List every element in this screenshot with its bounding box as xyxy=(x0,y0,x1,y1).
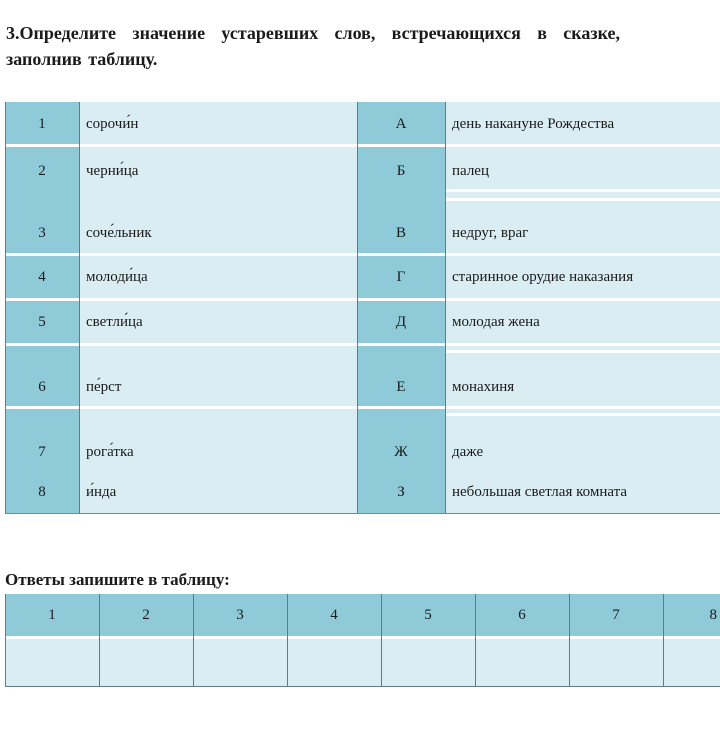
answers-label: Ответы запишите в таблицу: xyxy=(5,570,230,589)
table-row xyxy=(5,255,720,300)
answer-column-header: 4 xyxy=(330,606,338,623)
archaic-word: молоди́ца xyxy=(79,255,357,300)
row-number: 7 xyxy=(5,408,79,472)
answer-column-header: 1 xyxy=(48,606,56,623)
column-divider xyxy=(475,594,476,686)
answer-table xyxy=(5,594,720,687)
table-row xyxy=(5,472,720,513)
definition-text: монахиня xyxy=(445,345,720,408)
definition-text: день накануне Рождества xyxy=(445,102,720,146)
table-row xyxy=(5,345,720,408)
row-divider xyxy=(5,343,720,346)
row-divider xyxy=(445,189,720,192)
answer-cell[interactable] xyxy=(287,639,381,686)
definition-letter: А xyxy=(357,102,445,146)
archaic-word: черни́ца xyxy=(79,146,357,197)
definition-text: даже xyxy=(445,408,720,472)
answer-column-header: 3 xyxy=(236,606,244,623)
row-number: 5 xyxy=(5,300,79,345)
column-divider xyxy=(79,102,80,513)
answer-cell[interactable] xyxy=(99,639,193,686)
column-divider xyxy=(5,594,6,686)
answer-cell[interactable] xyxy=(193,639,287,686)
definition-text: небольшая светлая комната xyxy=(445,472,720,513)
answer-column-header: 7 xyxy=(612,606,620,623)
definition-text: старинное орудие наказания xyxy=(445,255,720,300)
answer-cell[interactable] xyxy=(381,639,475,686)
column-divider xyxy=(663,594,664,686)
column-divider xyxy=(99,594,100,686)
row-number: 1 xyxy=(5,102,79,146)
row-divider xyxy=(445,350,720,353)
answer-column-header: 2 xyxy=(142,606,150,623)
row-divider xyxy=(5,406,720,409)
row-number: 3 xyxy=(5,197,79,255)
archaic-word: соче́льник xyxy=(79,197,357,255)
answer-column-header: 8 xyxy=(709,606,717,623)
row-number: 8 xyxy=(5,472,79,513)
row-divider xyxy=(5,298,720,301)
answer-cell[interactable] xyxy=(475,639,569,686)
row-divider xyxy=(5,144,720,147)
definition-text: недруг, враг xyxy=(445,197,720,255)
answer-cell[interactable] xyxy=(569,639,663,686)
column-divider xyxy=(193,594,194,686)
task-title: 3.Определите значение устаревших слов, встречающихся в сказке, заполнив таблицу. xyxy=(6,23,620,69)
definition-text: молодая жена xyxy=(445,300,720,345)
answer-column-header: 6 xyxy=(518,606,526,623)
table-row xyxy=(5,408,720,472)
definition-letter: Б xyxy=(357,146,445,197)
table-row xyxy=(5,197,720,255)
column-divider xyxy=(381,594,382,686)
definition-letter: Е xyxy=(357,345,445,408)
row-number: 2 xyxy=(5,146,79,197)
archaic-word: пе́рст xyxy=(79,345,357,408)
definition-letter: З xyxy=(357,472,445,513)
column-divider xyxy=(287,594,288,686)
definition-letter: Д xyxy=(357,300,445,345)
answer-cell[interactable] xyxy=(5,639,99,686)
row-divider xyxy=(445,413,720,416)
answer-column-header: 5 xyxy=(424,606,432,623)
definition-letter: Ж xyxy=(357,408,445,472)
table-row xyxy=(5,300,720,345)
archaic-word: светли́ца xyxy=(79,300,357,345)
column-divider xyxy=(445,102,446,513)
row-divider xyxy=(445,198,720,201)
definition-letter: Г xyxy=(357,255,445,300)
row-divider xyxy=(5,253,720,256)
definition-text: палец xyxy=(445,146,720,197)
column-divider xyxy=(5,102,6,513)
column-divider xyxy=(569,594,570,686)
vocabulary-table xyxy=(5,102,720,514)
archaic-word: и́нда xyxy=(79,472,357,513)
row-number: 6 xyxy=(5,345,79,408)
table-row xyxy=(5,102,720,146)
column-divider xyxy=(357,102,358,513)
archaic-word: сорочи́н xyxy=(79,102,357,146)
definition-letter: В xyxy=(357,197,445,255)
answer-cell[interactable] xyxy=(663,639,720,686)
row-number: 4 xyxy=(5,255,79,300)
archaic-word: рога́тка xyxy=(79,408,357,472)
